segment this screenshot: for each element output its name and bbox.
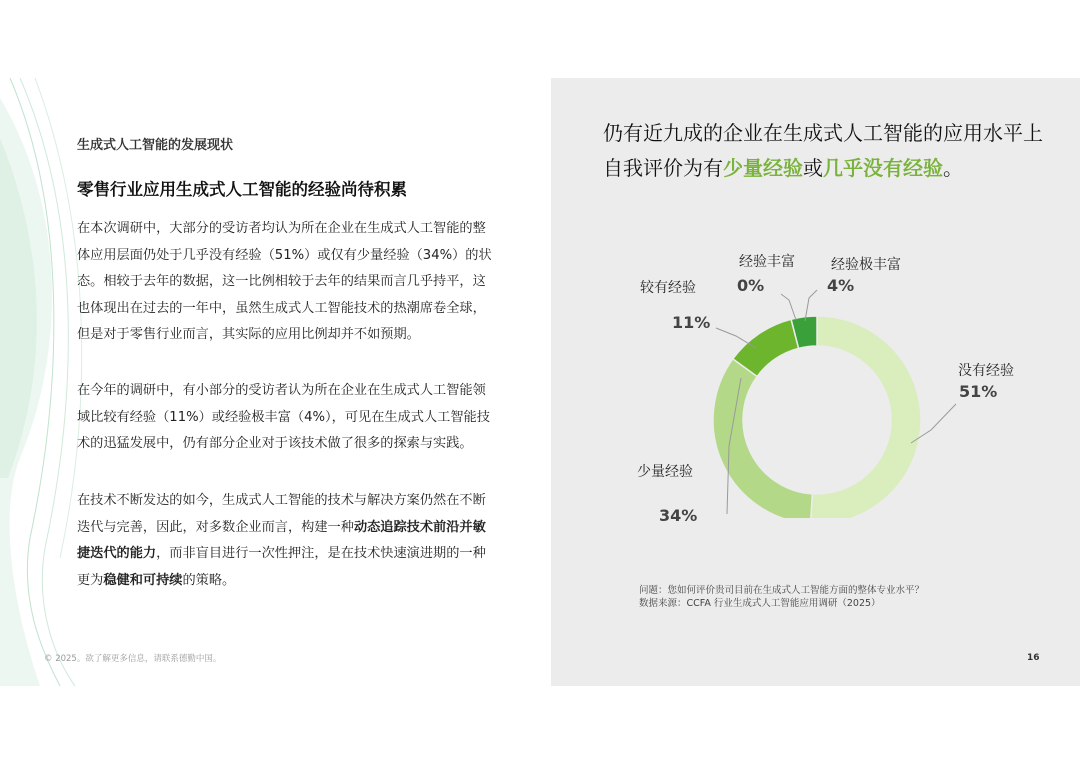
data-source: 数据来源：CCFA 行业生成式人工智能应用调研（2025） [639,598,881,609]
headline-text-or: 或 [803,156,823,180]
value-very-experienced: 4% [827,276,855,295]
page-number: 16 [1027,653,1040,663]
p3-text-e: 的策略。 [182,572,236,588]
label-little-experience: 少量经验 [637,464,693,480]
left-page [0,78,548,686]
label-experienced: 经验丰富 [739,254,795,270]
value-experienced: 0% [737,276,765,295]
body-paragraph-3 [77,488,495,594]
label-no-experience: 没有经验 [958,363,1014,379]
headline-text-a: 仍有近九成的企业在生成式人工智能的应用水平上自我评价为有 [603,121,1043,180]
value-no-experience: 51% [959,382,998,401]
copyright-footer: © 2025。欲了解更多信息，请联系德勤中国。 [44,654,222,664]
source-note [639,584,924,610]
section-title: 生成式人工智能的发展现状 [77,138,234,153]
label-some-experience: 较有经验 [640,280,696,296]
leader-line-experienced [781,294,796,320]
headline-text-end: 。 [943,156,963,180]
value-little-experience: 34% [659,506,698,525]
right-page [551,78,1080,686]
p3-bold-dynamic-tracking: 动态追踪技术前沿并敏捷迭代的能力 [77,519,486,561]
p3-text-c: ，而非盲目进行一次性押注，是在技术快速演进期的一种更为 [77,546,486,588]
headline-highlight-little-experience: 少量经验 [723,156,803,180]
headline-highlight-no-experience: 几乎没有经验 [823,156,943,180]
chart-headline [603,116,1053,186]
body-paragraph-2: 在今年的调研中，有小部分的受访者认为所在企业在生成式人工智能领域比较有经验（11%）或经验极丰富（4%），可见在生成式人工智能技术的迅猛发展中，仍有部分企业对于该技术做了很多的探索与实践。 [77,383,490,451]
label-very-experienced: 经验极丰富 [831,257,901,273]
p3-bold-robust: 稳健和可持续 [103,572,183,588]
article-title: 零售行业应用生成式人工智能的经验尚待积累 [77,180,407,199]
value-some-experience: 11% [672,313,711,332]
segment-no-experience [810,316,921,518]
survey-question: 问题：您如何评价贵司目前在生成式人工智能方面的整体专业水平？ [639,585,925,596]
body-paragraph-1: 在本次调研中，大部分的受访者均认为所在企业在生成式人工智能的整体应用层面仍处于几乎没有经验（51%）或仅有少量经验（34%）的状态。相较于去年的数据，这一比例相较于去年的结果而言几乎持平，这也体现出在过去的一年中，虽然生成式人工智能技术的热潮席卷全球，但是对于零售行业而言，其实际的应用比例却并不如预期。 [77,221,492,342]
p3-text-a: 在技术不断发达的如今，生成式人工智能的技术与解决方案仍然在不断迭代与完善，因此，对多数企业而言，构建一种 [77,493,486,535]
donut-segments [713,316,921,518]
